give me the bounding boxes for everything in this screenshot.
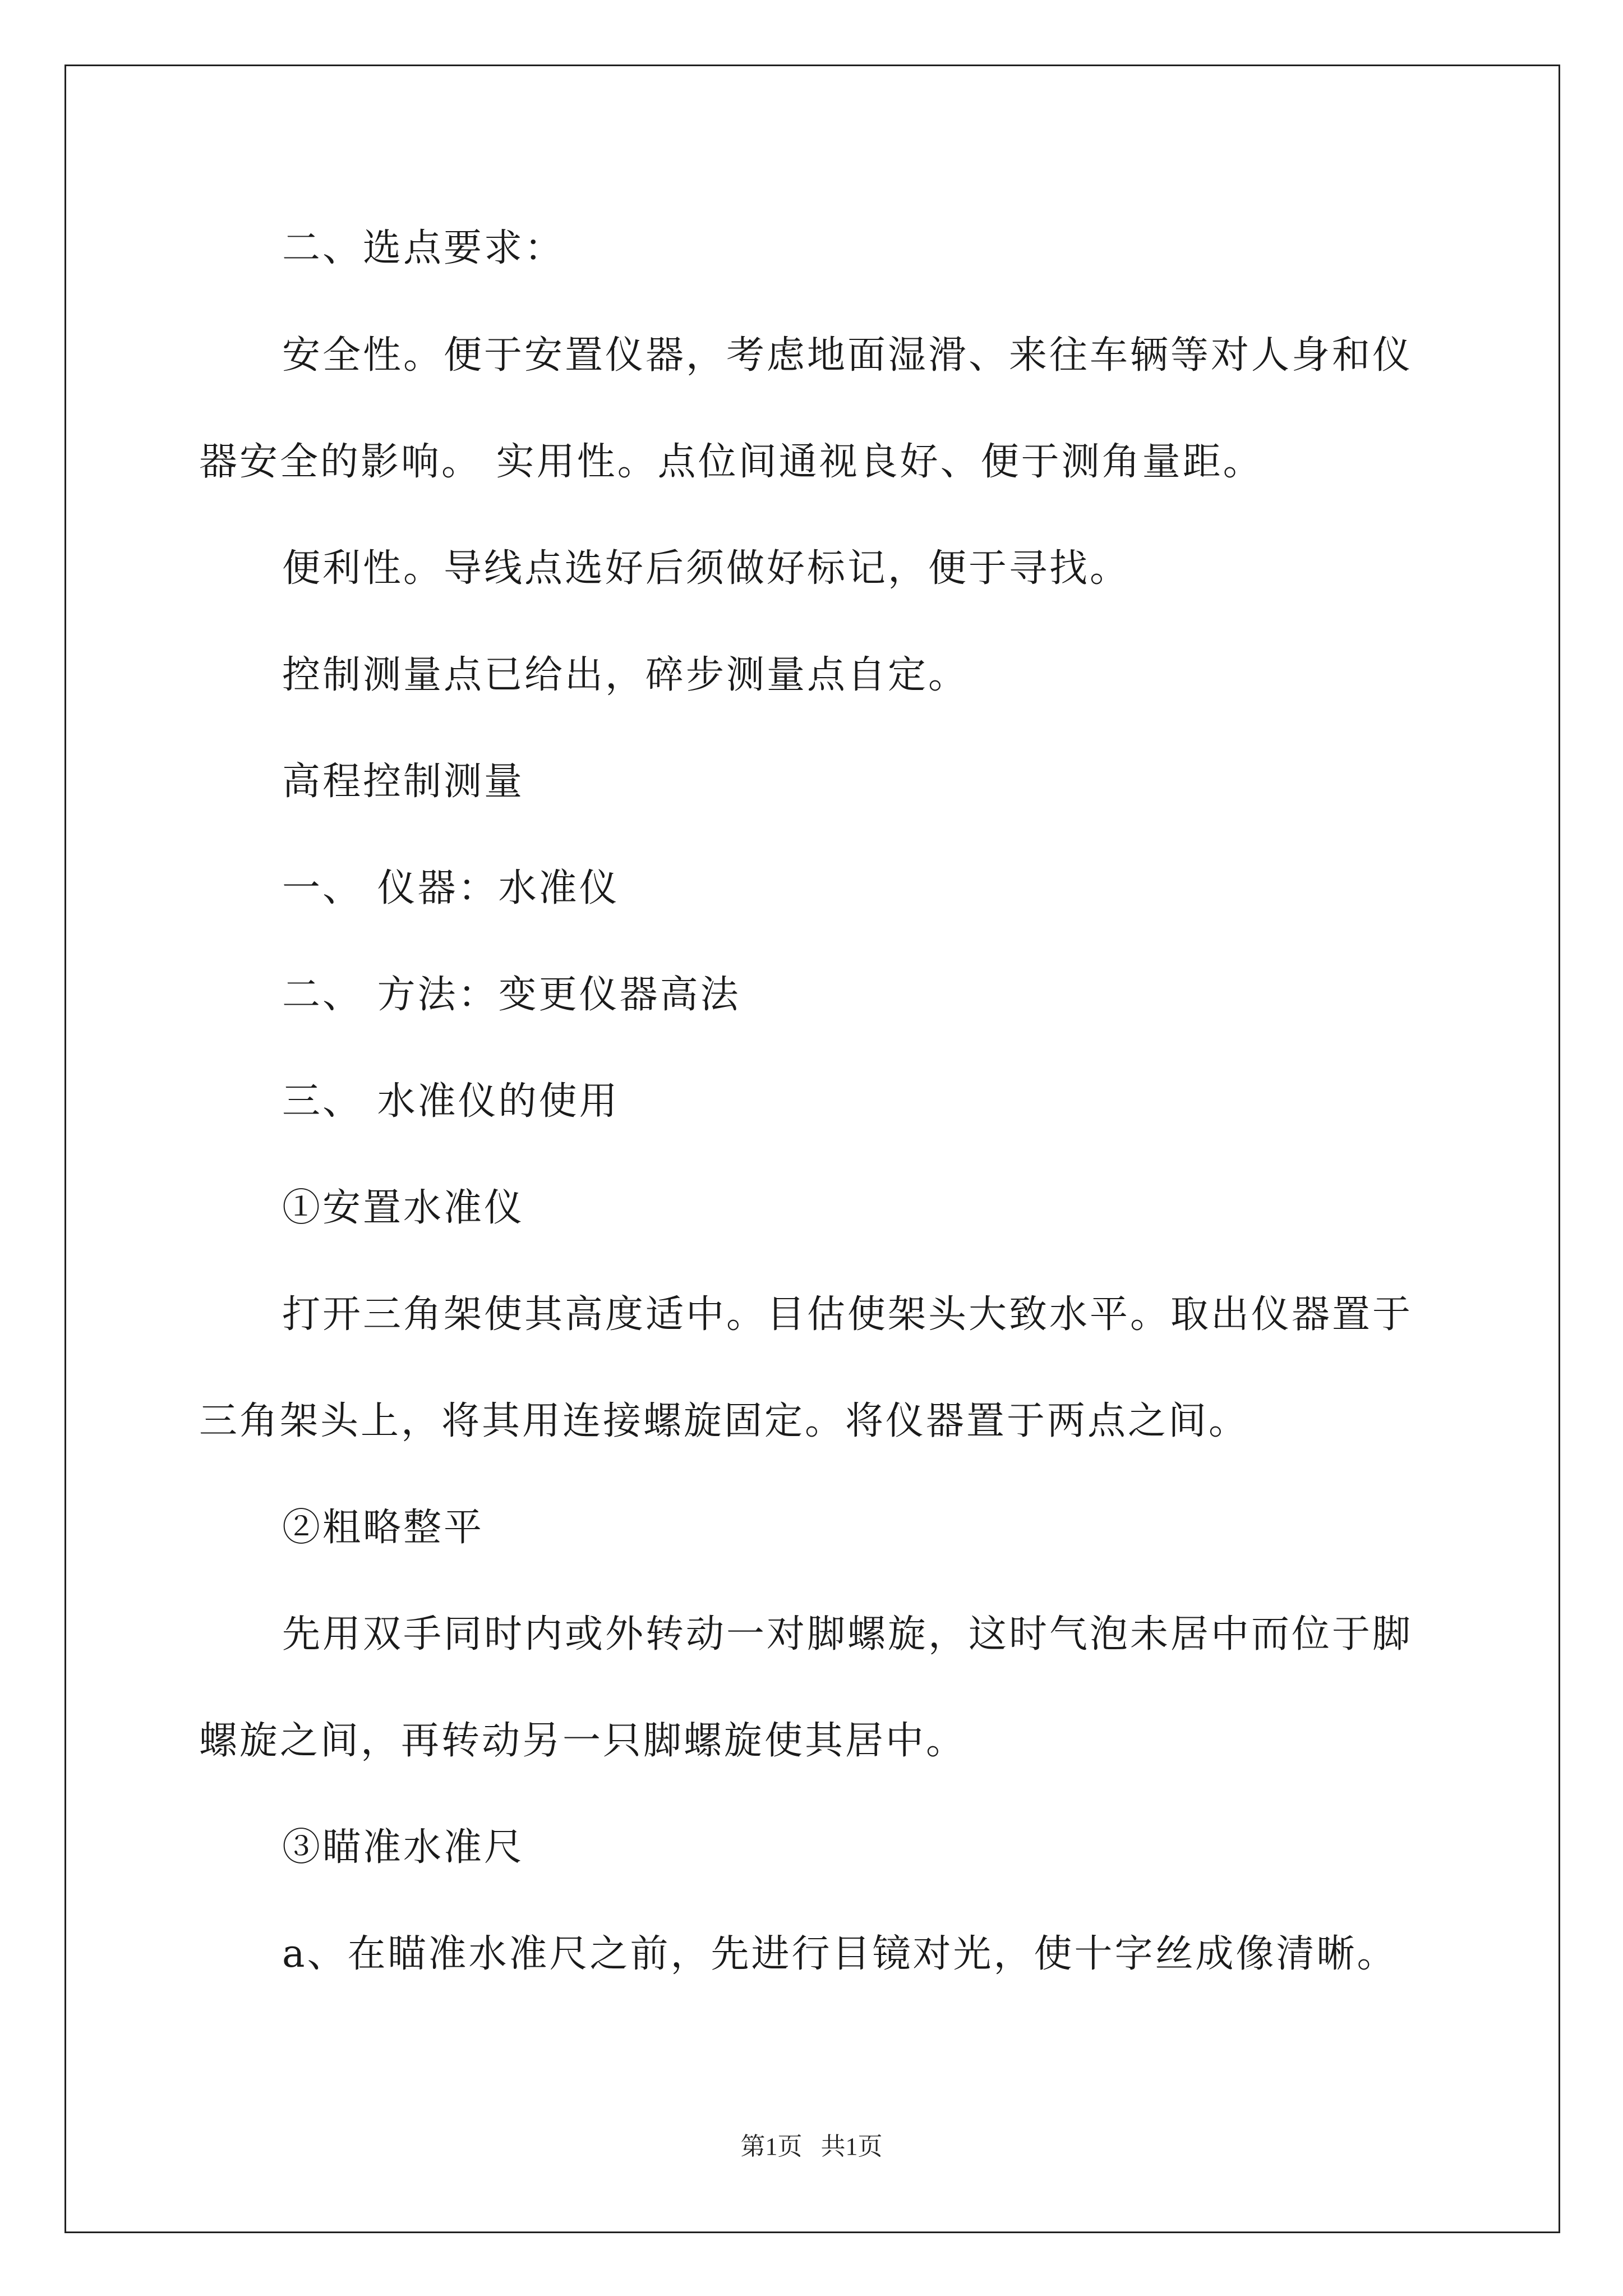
paragraph: 安全性。便于安置仪器，考虑地面湿滑、来往车辆等对人身和仪 [282, 333, 1413, 378]
paragraph: a、在瞄准水准尺之前，先进行目镜对光，使十字丝成像清晰。 [282, 1932, 1398, 1976]
paragraph: 控制测量点已给出，碎步测量点自定。 [282, 653, 969, 697]
paragraph: 打开三角架使其高度适中。目估使架头大致水平。取出仪器置于 [282, 1292, 1413, 1337]
paragraph: ③瞄准水准尺 [282, 1825, 525, 1870]
paragraph: ②粗略整平 [282, 1506, 485, 1550]
paragraph: 先用双手同时内或外转动一对脚螺旋，这时气泡未居中而位于脚 [282, 1612, 1413, 1657]
paragraph: 器安全的影响。 实用性。点位间通视良好、便于测角量距。 [199, 440, 1264, 484]
page-border [64, 65, 1560, 2233]
paragraph: ①安置水准仪 [282, 1186, 525, 1230]
paragraph: 二、 方法：变更仪器高法 [282, 973, 741, 1017]
paragraph: 三角架头上，将其用连接螺旋固定。将仪器置于两点之间。 [199, 1399, 1249, 1443]
paragraph: 便利性。导线点选好后须做好标记，便于寻找。 [282, 546, 1131, 591]
paragraph: 高程控制测量 [282, 760, 525, 804]
paragraph: 三、 水准仪的使用 [282, 1079, 620, 1124]
page-number-footer: 第1页 共1页 [740, 2133, 883, 2160]
paragraph: 二、选点要求： [282, 226, 565, 270]
paragraph: 一、 仪器：水准仪 [282, 866, 620, 910]
paragraph: 螺旋之间，再转动另一只脚螺旋使其居中。 [199, 1719, 967, 1763]
